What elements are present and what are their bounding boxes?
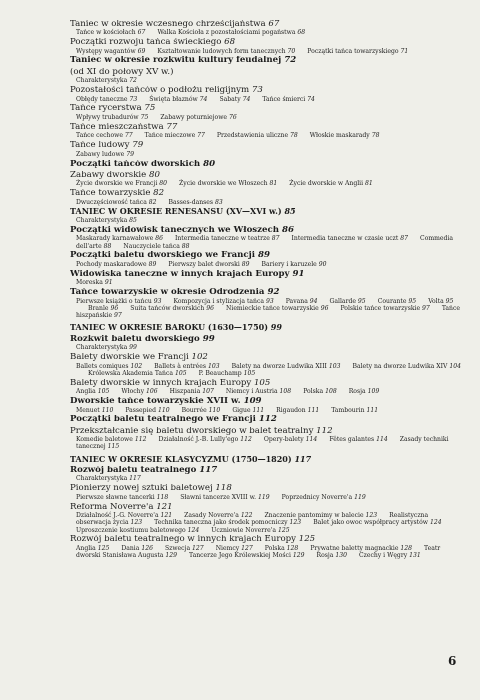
subentry-title: Znaczenie pantomimy w balecie [264, 512, 364, 520]
heading-page-number: 109 [243, 397, 262, 407]
subentry-title: Tańce cechowe [76, 132, 123, 140]
subentry-title: Hiszpania [169, 388, 201, 396]
subentry-title: Pavana [285, 297, 308, 305]
toc-subentries [70, 132, 465, 139]
subentry-page-number: 124 [187, 526, 200, 534]
subentry-title: Rosja [316, 552, 334, 560]
subentry-page-number: 127 [241, 544, 253, 552]
subentry-page-number: 67 [137, 29, 146, 37]
subentry-page-number: 114 [305, 436, 318, 444]
subentry-page-number: 87 [271, 235, 280, 243]
heading-title: Taniec w okresie wczesnego chrześcijaństwa [70, 19, 266, 29]
toc-heading-tan-ce-towarzyskie [70, 189, 465, 199]
heading-title: Pionierzy nowej sztuki baletowej [70, 484, 213, 494]
heading-title: Rozwój baletu teatralnego [70, 465, 197, 475]
subentry-title: Pierwszy balet dworski [168, 261, 240, 269]
subentry-page-number: 129 [292, 552, 305, 560]
subentry-title: Polskie tańce towarzyskie [340, 305, 421, 313]
subentry-title: Suita tańców dworskich [130, 305, 205, 313]
subentry-title: Sławni tancerze XVIII w. [180, 493, 257, 501]
subentry-page-number: 81 [365, 180, 373, 188]
subentry-title: Niemieckie tańce towarzyskie [226, 305, 319, 313]
subentry-title: Kompozycja i stylizacja tańca [173, 297, 265, 305]
subentry-page-number: 96 [206, 305, 215, 313]
heading-title: TANIEC W OKRESIE KLASYCYZMU (1750—1820) [70, 454, 292, 464]
subentry-title: Występy wagantów [76, 47, 136, 55]
subentry-page-number: 131 [409, 552, 421, 560]
subentry-title: Anglia [76, 388, 96, 396]
subentry-page-number: 70 [287, 47, 296, 55]
subentry-page-number: 88 [103, 242, 112, 250]
subentry-title: Realistyczna obserwacja życia [76, 512, 429, 527]
heading-page-number: 67 [268, 19, 280, 29]
subentry-page-number: 127 [192, 544, 204, 552]
subentry-page-number: 108 [279, 388, 292, 396]
subentry-title: Moreska [76, 279, 103, 287]
subentry-page-number: 121 [160, 512, 173, 520]
subentry-title: Królewska Akademia Tańca [88, 369, 174, 377]
subentry-page-number: 86 [155, 235, 163, 243]
toc-heading-dworskie-tan-ce-towarzyskie-xvii-w [70, 397, 465, 407]
subentry-title: Fêtes galantes [329, 436, 375, 444]
subentry-page-number: 95 [445, 297, 454, 305]
toc-subentries [70, 48, 465, 55]
heading-title: (od XI do połowy XV w.) [70, 67, 174, 77]
subentry-page-number: 119 [354, 493, 366, 501]
toc-heading-rozwo-j-baletu-teatralnego-w-innych-kraj [70, 535, 465, 545]
heading-title: Balety dworskie we Francji [70, 353, 189, 363]
subentry-page-number: 123 [130, 519, 143, 527]
subentry-title: Uproszczenie kostiumu baletowego [76, 526, 186, 534]
subentry-title: Dwuczęściowość tańca [76, 198, 147, 206]
toc-subentries [70, 114, 465, 121]
subentry-page-number: 112 [134, 436, 147, 444]
subentry-title: Zabawy ludowe [76, 150, 125, 158]
heading-title: Balety dworskie w innych krajach Europy [70, 378, 252, 388]
subentry-page-number: 124 [429, 519, 442, 527]
subentry-title: Życie dworskie w Anglii [289, 180, 364, 188]
subentry-page-number: 106 [145, 388, 158, 396]
subentry-page-number: 97 [113, 312, 122, 320]
heading-page-number: 117 [294, 454, 312, 464]
subentry-title: Passepied [125, 406, 157, 414]
subentry-title: Zasady Noverre'a [184, 512, 239, 520]
subentry-page-number: 119 [258, 493, 270, 501]
heading-title: Początki tańców dworskich [70, 159, 201, 169]
heading-page-number: 72 [284, 56, 297, 66]
heading-title: Rozkwit baletu dworskiego [70, 334, 200, 344]
heading-title: Pozostałości tańców o podłożu religijnym [70, 85, 250, 95]
toc-heading-rozwo-j-baletu-teatralnego [70, 466, 465, 476]
heading-title: TANIEC W OKRESIE RENESANSU (XV—XVI w.) [70, 207, 282, 217]
subentry-page-number: 105 [243, 369, 256, 377]
subentry-title: Włochy [121, 388, 145, 396]
subentry-page-number: 109 [367, 388, 380, 396]
subentry-title: Niemcy [215, 544, 240, 552]
toc-heading-od-xi-do-po-owy-xv-w [70, 68, 465, 78]
heading-page-number: 121 [156, 502, 173, 512]
toc-heading-pocza-tki-rozwoju-tan-ca-s-wieckiego [70, 38, 465, 48]
heading-page-number: 85 [284, 207, 296, 217]
toc-heading-widowiska-taneczne-w-innych-krajach-euro [70, 270, 465, 280]
toc-heading-reforma-noverre-a [70, 503, 465, 513]
subentry-title: Prywatne baletty magnackie [310, 544, 399, 552]
subentry-title: Życie dworskie we Włoszech [179, 180, 268, 188]
subentry-page-number: 88 [181, 242, 190, 250]
heading-title: Początki baletu dworskiego we Francji [70, 251, 256, 261]
subentry-title: Działalność J.-G. Noverre'a [76, 512, 159, 520]
toc-heading-taniec-w-okresie-renesansu-xv-xvi-w [70, 207, 465, 217]
toc-subentries [70, 494, 465, 501]
toc-heading-pocza-tki-baletu-dworskiego-we-francji [70, 251, 465, 261]
heading-page-number: 118 [215, 484, 232, 494]
subentry-title: Początki tańca towarzyskiego [307, 47, 399, 55]
subentry-page-number: 94 [309, 297, 318, 305]
subentry-title: Poprzednicy Noverre'a [281, 493, 353, 501]
heading-page-number: 73 [251, 85, 263, 95]
subentry-title: Ballets à entrées [154, 362, 207, 370]
heading-title: Tańce towarzyskie w okresie Odrodzenia [70, 288, 265, 298]
subentry-title: Intermedia taneczne w teatrze [174, 235, 270, 243]
toc-heading-balety-dworskie-we-francji [70, 353, 465, 363]
subentry-page-number: 80 [159, 180, 168, 188]
toc-subentries [70, 512, 465, 534]
subentry-title: Rigaudon [276, 406, 306, 414]
subentry-title: Dania [121, 544, 140, 552]
subentry-page-number: 77 [197, 132, 205, 140]
toc-heading-rozkwit-baletu-dworskiego [70, 335, 465, 345]
subentry-page-number: 110 [101, 406, 114, 414]
subentry-title: Zasady techniki tanecznej [76, 436, 449, 451]
toc-subentries [70, 475, 465, 482]
subentry-page-number: 89 [148, 261, 157, 269]
subentry-title: Rosja [348, 388, 366, 396]
heading-title: Rozwój baletu teatralnego w innych krajach Europy [70, 535, 296, 545]
toc-subentries [70, 388, 465, 395]
subentry-title: Tańce śmierci [262, 95, 306, 103]
toc-subentries [70, 344, 465, 351]
subentry-page-number: 89 [241, 261, 250, 269]
heading-page-number: 91 [292, 269, 305, 279]
subentry-title: Włoskie maskarady [309, 132, 370, 140]
subentry-page-number: 72 [129, 77, 137, 85]
subentry-title: Życie dworskie we Francji [76, 180, 158, 188]
subentry-title: Ballets comiques [76, 362, 129, 370]
toc-subentries [70, 545, 465, 559]
subentry-page-number: 102 [130, 362, 143, 370]
toc-heading-pionierzy-nowej-sztuki-baletowej [70, 484, 465, 494]
subentry-title: Przedstawienia uliczne [216, 132, 289, 140]
heading-title: Tańce rycerstwa [70, 104, 142, 114]
subentry-title: Czechy i Węgry [358, 552, 408, 560]
subentry-title: Pochody maskaradowe [76, 261, 147, 269]
subentry-page-number: 74 [199, 95, 208, 103]
subentry-title: Tambourin [331, 406, 365, 414]
subentry-page-number: 111 [252, 406, 265, 414]
heading-page-number: 80 [149, 170, 160, 180]
subentry-page-number: 75 [140, 113, 149, 121]
toc-heading-taniec-w-okresie-baroku-1630-1750 [70, 323, 465, 333]
heading-title: Taniec w okresie rozkwitu kultury feudalnej [70, 56, 282, 66]
heading-page-number: 79 [132, 141, 144, 151]
subentry-page-number: 73 [129, 95, 138, 103]
subentry-page-number: 130 [335, 552, 347, 560]
subentry-page-number: 110 [208, 406, 221, 414]
heading-page-number: 77 [166, 122, 178, 132]
heading-page-number: 105 [253, 378, 271, 388]
toc-subentries [70, 436, 465, 450]
subentry-page-number: 74 [307, 95, 315, 103]
subentry-page-number: 71 [400, 47, 409, 55]
heading-page-number: 75 [144, 104, 156, 114]
subentry-title: Intermedia taneczne w czasie uczt [291, 235, 399, 243]
subentry-title: Szwecja [164, 544, 191, 552]
subentry-title: Zabawy poturniejowe [160, 113, 228, 121]
subentry-page-number: 123 [365, 512, 378, 520]
subentry-page-number: 108 [325, 388, 337, 396]
subentry-page-number: 129 [165, 552, 177, 560]
toc-heading-taniec-w-okresie-klasycyzmu-1750-1820 [70, 455, 465, 465]
subentry-page-number: 112 [240, 436, 252, 444]
subentry-page-number: 68 [297, 29, 306, 37]
toc-heading-przekszta-canie-sie-baletu-dworskiego-w- [70, 427, 465, 437]
subentry-page-number: 93 [265, 297, 274, 305]
subentry-page-number: 77 [124, 132, 133, 140]
subentry-title: Obłędy taneczne [76, 95, 128, 103]
subentry-page-number: 81 [269, 180, 278, 188]
subentry-page-number: 128 [400, 544, 413, 552]
subentry-page-number: 82 [148, 198, 157, 206]
subentry-title: Charakterystyka [76, 344, 128, 352]
toc-heading-pocza-tki-baletu-teatralnego-we-francji [70, 415, 465, 425]
subentry-page-number: 126 [141, 544, 153, 552]
subentry-title: Anglia [76, 544, 96, 552]
toc-heading-tan-ce-rycerstwa [70, 104, 465, 114]
subentry-title: Menuet [76, 406, 100, 414]
subentry-title: Tańce w kościołach [76, 29, 136, 37]
subentry-title: Działalność J.-B. Lully'ego [158, 436, 239, 444]
toc-subentries [70, 235, 465, 249]
heading-title: Przekształcanie się baletu dworskiego w balet teatralny [70, 426, 314, 436]
subentry-title: Gallarde [329, 297, 356, 305]
toc-heading-pocza-tki-widowisk-tanecznych-we-w-oszec [70, 226, 465, 236]
subentry-title: Teatr dworski Stanisława Augusta [76, 544, 441, 560]
heading-page-number: 82 [153, 189, 165, 199]
heading-title: Tańce towarzyskie [70, 189, 151, 199]
toc-subentries [70, 180, 465, 187]
subentry-page-number: 107 [202, 388, 214, 396]
subentry-page-number: 96 [320, 305, 329, 313]
heading-title: Reforma Noverre'a [70, 502, 154, 512]
subentry-page-number: 125 [97, 544, 110, 552]
heading-title: TANIEC W OKRESIE BAROKU (1630—1750) [70, 323, 268, 333]
subentry-title: Tańce hiszpańskie [76, 305, 460, 320]
subentry-title: Polska [303, 388, 324, 396]
heading-page-number: 99 [270, 323, 282, 333]
subentry-title: Bourrée [181, 406, 207, 414]
subentry-title: Bariery i karuzele [261, 261, 317, 269]
subentry-title: Tańce mieczowe [144, 132, 196, 140]
subentry-page-number: 74 [242, 95, 251, 103]
subentry-title: Charakterystyka [76, 77, 128, 85]
toc-heading-tan-ce-towarzyskie-w-okresie-odrodzenia [70, 288, 465, 298]
subentry-page-number: 104 [449, 362, 461, 370]
subentry-page-number: 128 [286, 544, 299, 552]
heading-page-number: 80 [203, 159, 216, 169]
subentry-title: Basses-danses [168, 198, 214, 206]
heading-title: Tańce mieszczaństwa [70, 122, 164, 132]
toc-subentries [70, 279, 465, 286]
subentry-page-number: 90 [318, 261, 327, 269]
heading-title: Widowiska taneczne w innych krajach Europy [70, 269, 290, 279]
subentry-title: Pierwsze książki o tańcu [76, 297, 152, 305]
toc-heading-pozosta-os-ci-tan-co-w-o-pod-oz-u-religi [70, 86, 465, 96]
subentry-page-number: 83 [214, 198, 223, 206]
subentry-title: Kształtowanie ludowych form tanecznych [157, 47, 286, 55]
table-of-contents [70, 18, 465, 559]
subentry-page-number: 79 [126, 150, 134, 158]
subentry-page-number: 91 [104, 279, 113, 287]
subentry-title: Polska [264, 544, 285, 552]
heading-page-number: 125 [298, 535, 316, 545]
subentry-title: Balety na dworze Ludwika XIV [352, 362, 448, 370]
toc-heading-tan-ce-mieszczan-stwa [70, 123, 465, 133]
subentry-title: Opery-balety [263, 436, 304, 444]
heading-page-number: 68 [224, 37, 236, 47]
toc-subentries [70, 77, 465, 84]
subentry-page-number: 111 [366, 406, 379, 414]
subentry-title: Sabaty [219, 95, 241, 103]
subentry-page-number: 87 [400, 235, 409, 243]
toc-heading-taniec-w-okresie-rozkwitu-kultury-feudal [70, 56, 465, 66]
heading-page-number: 112 [258, 415, 277, 425]
subentry-page-number: 125 [277, 526, 290, 534]
subentry-title: Balet jako owoc współpracy artystów [313, 519, 428, 527]
toc-subentries [70, 261, 465, 268]
subentry-page-number: 97 [422, 305, 430, 313]
heading-page-number: 86 [281, 225, 294, 235]
subentry-title: Wpływy trubadurów [76, 113, 139, 121]
toc-subentries [70, 96, 465, 103]
subentry-title: Komedie baletowe [76, 436, 133, 444]
subentry-page-number: 103 [207, 362, 220, 370]
subentry-title: Pierwsze sławne tancerki [76, 493, 155, 501]
subentry-page-number: 95 [357, 297, 366, 305]
subentry-page-number: 76 [228, 113, 237, 121]
subentry-page-number: 99 [129, 344, 137, 352]
subentry-title: Maskarady karnawałowe [76, 235, 154, 243]
heading-title: Początki baletu teatralnego we Francji [70, 415, 256, 425]
subentry-title: Courante [377, 297, 407, 305]
subentry-title: Święta błaznów [149, 95, 198, 103]
subentry-page-number: 69 [137, 47, 146, 55]
toc-heading-pocza-tki-tan-co-w-dworskich [70, 160, 465, 170]
subentry-page-number: 110 [157, 406, 170, 414]
subentry-page-number: 78 [371, 132, 380, 140]
toc-heading-taniec-w-okresie-wczesnego-chrzes-cijan- [70, 20, 465, 30]
subentry-title: Nauczyciele tańca [123, 242, 180, 250]
subentry-title: P. Beauchamp [198, 369, 242, 377]
heading-title: Dworskie tańce towarzyskie XVII w. [70, 397, 241, 407]
toc-heading-zabawy-dworskie [70, 171, 465, 181]
heading-page-number: 92 [267, 288, 280, 298]
toc-subentries [70, 407, 465, 414]
heading-page-number: 99 [202, 334, 215, 344]
toc-subentries [70, 298, 465, 320]
subentry-page-number: 111 [307, 406, 320, 414]
subentry-title: Gigue [232, 406, 251, 414]
toc-heading-tan-ce-ludowy [70, 141, 465, 151]
heading-page-number: 112 [316, 426, 333, 436]
subentry-title: Charakterystyka [76, 475, 128, 483]
heading-title: Początki widowisk tanecznych we Włoszech [70, 225, 279, 235]
heading-page-number: 89 [258, 251, 270, 261]
subentry-title: Tancerze Jego Królewskiej Mości [189, 552, 291, 560]
subentry-title: Volta [428, 297, 444, 305]
subentry-page-number: 117 [129, 475, 141, 483]
subentry-page-number: 96 [110, 305, 119, 313]
toc-subentries [70, 363, 465, 377]
subentry-page-number: 115 [107, 443, 120, 451]
subentry-page-number: 118 [156, 493, 169, 501]
subentry-page-number: 122 [240, 512, 253, 520]
subentry-title: Walka Kościoła z pozostałościami pogaństwa [157, 29, 296, 37]
subentry-page-number: 123 [289, 519, 302, 527]
toc-subentries [70, 29, 465, 36]
subentry-title: Niemcy i Austria [225, 388, 278, 396]
subentry-page-number: 95 [408, 297, 417, 305]
heading-title: Początki rozwoju tańca świeckiego [70, 37, 222, 47]
subentry-title: Balety na dworze Ludwika XIII [231, 362, 327, 370]
subentry-page-number: 103 [328, 362, 341, 370]
toc-subentries [70, 217, 465, 224]
subentry-page-number: 93 [153, 297, 162, 305]
subentry-title: Technika taneczna jako środek pomocniczy [154, 519, 288, 527]
subentry-page-number: 114 [376, 436, 388, 444]
subentry-page-number: 85 [129, 217, 137, 225]
subentry-page-number: 78 [290, 132, 298, 140]
subentry-page-number: 105 [174, 369, 187, 377]
subentry-title: Branle [88, 305, 109, 313]
heading-title: Zabawy dworskie [70, 170, 147, 180]
subentry-title: Charakterystyka [76, 217, 128, 225]
subentry-page-number: 105 [97, 388, 110, 396]
toc-subentries [70, 199, 465, 206]
heading-page-number: 117 [199, 465, 218, 475]
toc-subentries [70, 151, 465, 158]
page-number: 6 [448, 654, 457, 668]
subentry-title: Uczniowie Noverre'a [211, 526, 277, 534]
subentry-title: Commedia dell'arte [76, 235, 454, 250]
toc-heading-balety-dworskie-w-innych-krajach-europy [70, 379, 465, 389]
heading-page-number: 102 [191, 353, 208, 363]
heading-title: Tańce ludowy [70, 141, 130, 151]
